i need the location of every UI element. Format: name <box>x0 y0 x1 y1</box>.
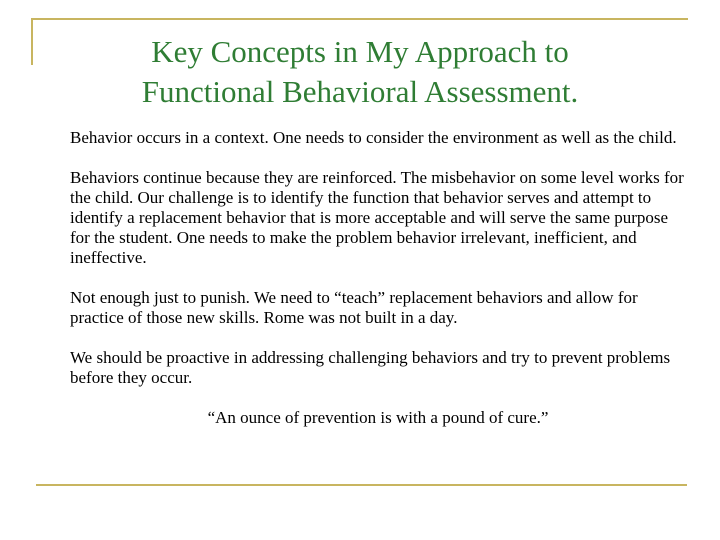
slide-title-line-2: Functional Behavioral Assessment. <box>141 74 579 109</box>
slide-title <box>40 32 680 112</box>
closing-quote: “An ounce of prevention is with a pound of cure.” <box>207 408 549 427</box>
accent-rule-vertical <box>31 18 33 65</box>
slide-title-line-1: Key Concepts in My Approach to <box>151 34 569 69</box>
paragraph-proactive: We should be proactive in addressing challenging behaviors and try to prevent problems before they occur. <box>70 348 671 387</box>
paragraph-teach-replacement: Not enough just to punish. We need to “teach” replacement behaviors and allow for practice of those new skills. Rome was not built in a day. <box>70 288 638 327</box>
accent-rule-bottom <box>36 484 687 486</box>
slide-body <box>70 128 686 448</box>
paragraph-reinforcement: Behaviors continue because they are reinforced. The misbehavior on some level works for the child. Our challenge is to identify the function that behavior serves and attempt to identify a replacement behavior that is more acceptable and will serve the same purpose for the student. One needs to make the problem behavior irrelevant, inefficient, and ineffective. <box>70 168 684 267</box>
paragraph-context: Behavior occurs in a context. One needs to consider the environment as well as the child. <box>70 128 677 147</box>
accent-rule-top <box>33 18 688 20</box>
